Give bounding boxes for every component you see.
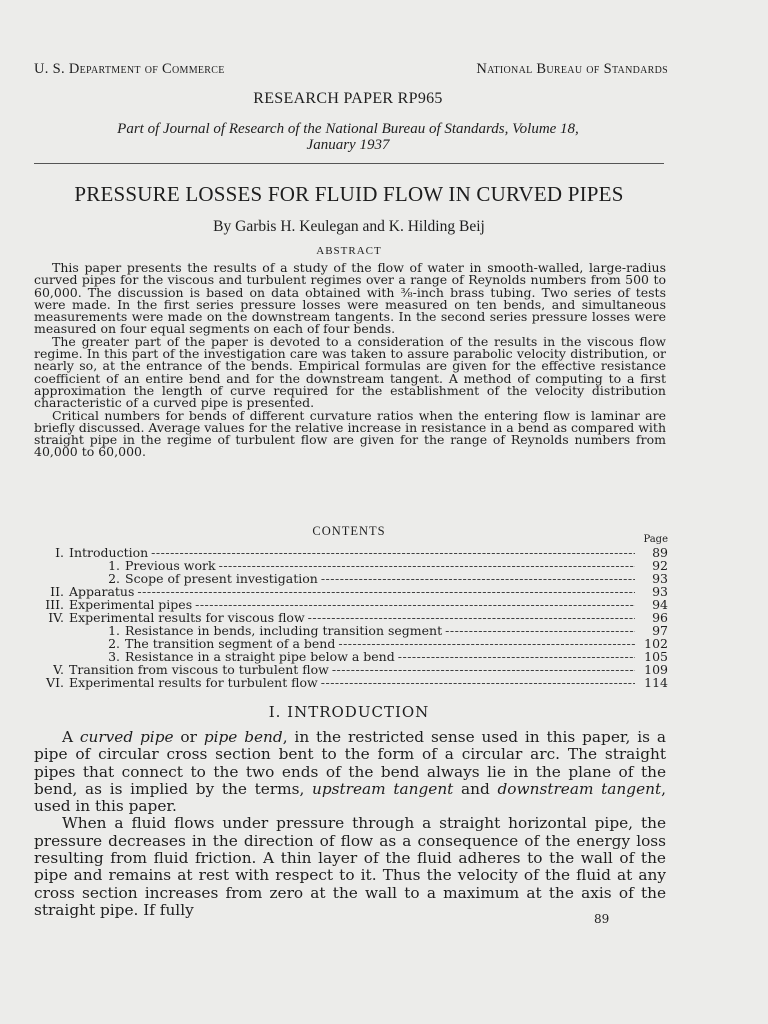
toc-leader-dots: [321, 676, 635, 689]
toc-entry-page: 89: [652, 545, 668, 560]
toc-leader-dots: [398, 650, 635, 663]
toc-entry-page: 93: [652, 584, 668, 599]
toc-entry-number: 2.: [108, 571, 120, 586]
toc-entry-page: 114: [644, 675, 668, 690]
paper-title: PRESSURE LOSSES FOR FLUID FLOW IN CURVED PIPES: [74, 182, 624, 206]
journal-line-1: Part of Journal of Research of the National Bureau of Standards, Volume 18,: [117, 121, 579, 137]
journal-line-2: January 1937: [306, 137, 390, 153]
toc-entry-title: The transition segment of a bend: [125, 636, 336, 651]
toc-entry-number: III.: [45, 597, 64, 612]
abstract-paragraph: Critical numbers for bends of different curvature ratios when the entering flow is laminar are briefly discussed. Average values for the relative increase in resistance in a bend as compared with straight pipe in the regime of turbulent flow are given for the range of Reynolds numbers from 40,000 to 60,000.: [34, 407, 666, 460]
toc-entry-page: 97: [652, 623, 668, 638]
page-number: 89: [594, 912, 610, 926]
toc-leader-dots: [137, 585, 635, 598]
abstract-body: [34, 262, 666, 459]
department-header: U. S. Department of Commerce: [34, 61, 225, 77]
toc-entry-number: IV.: [48, 610, 64, 625]
toc-entry-number: 1.: [108, 623, 120, 638]
research-paper-number: RESEARCH PAPER RP965: [253, 90, 443, 107]
term-pipe-bend: pipe bend: [203, 728, 283, 746]
toc-entry-page: 93: [652, 571, 668, 586]
toc-entry-page: 109: [644, 662, 668, 677]
toc-leader-dots: [332, 663, 635, 676]
toc-entry-title: Experimental pipes: [69, 597, 193, 612]
toc-entry-title: Experimental results for turbulent flow: [69, 675, 318, 690]
toc-entry-title: Resistance in a straight pipe below a bend: [125, 649, 395, 664]
toc-entry: [30, 676, 668, 689]
introduction-body: [34, 729, 666, 919]
term-curved-pipe: curved pipe: [79, 728, 174, 746]
journal-citation: [30, 121, 666, 153]
introduction-paragraph-2: When a fluid flows under pressure through a straight horizontal pipe, the pressure decreases in the direction of flow as a consequence of the energy loss resulting from fluid friction. A thin layer of the fluid adheres to the wall of the pipe and remains at rest with respect to it. Thus the velocity of the fluid at any cross section increases from zero at the wall to a maximum at the axis of the straight pipe. If fully: [34, 814, 666, 919]
toc-entry-number: 2.: [108, 636, 120, 651]
contents-page-label: Page: [643, 534, 668, 545]
toc-entry-number: VI.: [46, 675, 64, 690]
toc-entry-title: Transition from viscous to turbulent flow: [69, 662, 329, 677]
toc-entry-title: Previous work: [125, 558, 216, 573]
introduction-heading: I. INTRODUCTION: [268, 703, 430, 721]
abstract-heading: ABSTRACT: [316, 245, 382, 257]
toc-leader-dots: [151, 546, 635, 559]
toc-entry-number: 1.: [108, 558, 120, 573]
toc-entry-page: 105: [644, 649, 668, 664]
term-downstream-tangent: downstream tangent: [497, 779, 662, 798]
toc-entry-title: Resistance in bends, including transition segment: [125, 623, 443, 638]
toc-entry-number: V.: [53, 662, 64, 677]
toc-leader-dots: [445, 624, 635, 637]
toc-entry-page: 102: [644, 636, 668, 651]
contents-heading: CONTENTS: [312, 524, 386, 538]
toc-leader-dots: [321, 572, 635, 585]
header-rule: [34, 163, 664, 164]
toc-entry-number: 3.: [108, 649, 120, 664]
paper-authors: By Garbis H. Keulegan and K. Hilding Beij: [213, 218, 485, 235]
toc-entry-title: Apparatus: [69, 584, 135, 599]
abstract-paragraph: This paper presents the results of a study of the flow of water in smooth-walled, large-radius curved pipes for the viscous and turbulent regimes over a range of Reynolds numbers from 500 to 60,000. The discussion is based on data obtained with ⅜-inch brass tubing. Two series of tests were made. In the first series pressure losses were measured on ten bends, and simultaneous measurements were made on the downstream tangents. In the second series pressure losses were measured on four equal segments on each of four bends.: [34, 260, 666, 337]
table-of-contents: [30, 546, 668, 689]
toc-entry-title: Experimental results for viscous flow: [69, 610, 305, 625]
bureau-header: National Bureau of Standards: [476, 61, 668, 77]
term-upstream-tangent: upstream tangent: [312, 779, 454, 798]
introduction-paragraph-1: A curved pipe or pipe bend, in the restricted sense used in this paper, is a pipe of circular cross section bent to the form of a circular arc. The straight pipes that connect to the two ends of the bend always lie in the plane of the bend, as is implied by the terms, upstream tangent and downstream tangent, used in this paper.: [34, 728, 666, 816]
toc-entry-title: Scope of present investigation: [125, 571, 318, 586]
toc-entry-page: 94: [652, 597, 668, 612]
toc-entry-title: Introduction: [69, 545, 149, 560]
toc-entry-page: 92: [652, 558, 668, 573]
toc-entry-number: I.: [55, 545, 64, 560]
toc-entry-page: 96: [652, 610, 668, 625]
abstract-paragraph: The greater part of the paper is devoted to a consideration of the results in the viscous flow regime. In this part of the investigation care was taken to assure parabolic velocity distribution, or nearly so, at the entrance of the bends. Empirical formulas are given for the effective resistance coefficient of an entire bend and for the downstream tangent. A method of computing to a first approximation the length of curve required for the establishment of the velocity distribution characteristic of a curved pipe is presented.: [34, 333, 666, 411]
toc-entry-number: II.: [50, 584, 64, 599]
